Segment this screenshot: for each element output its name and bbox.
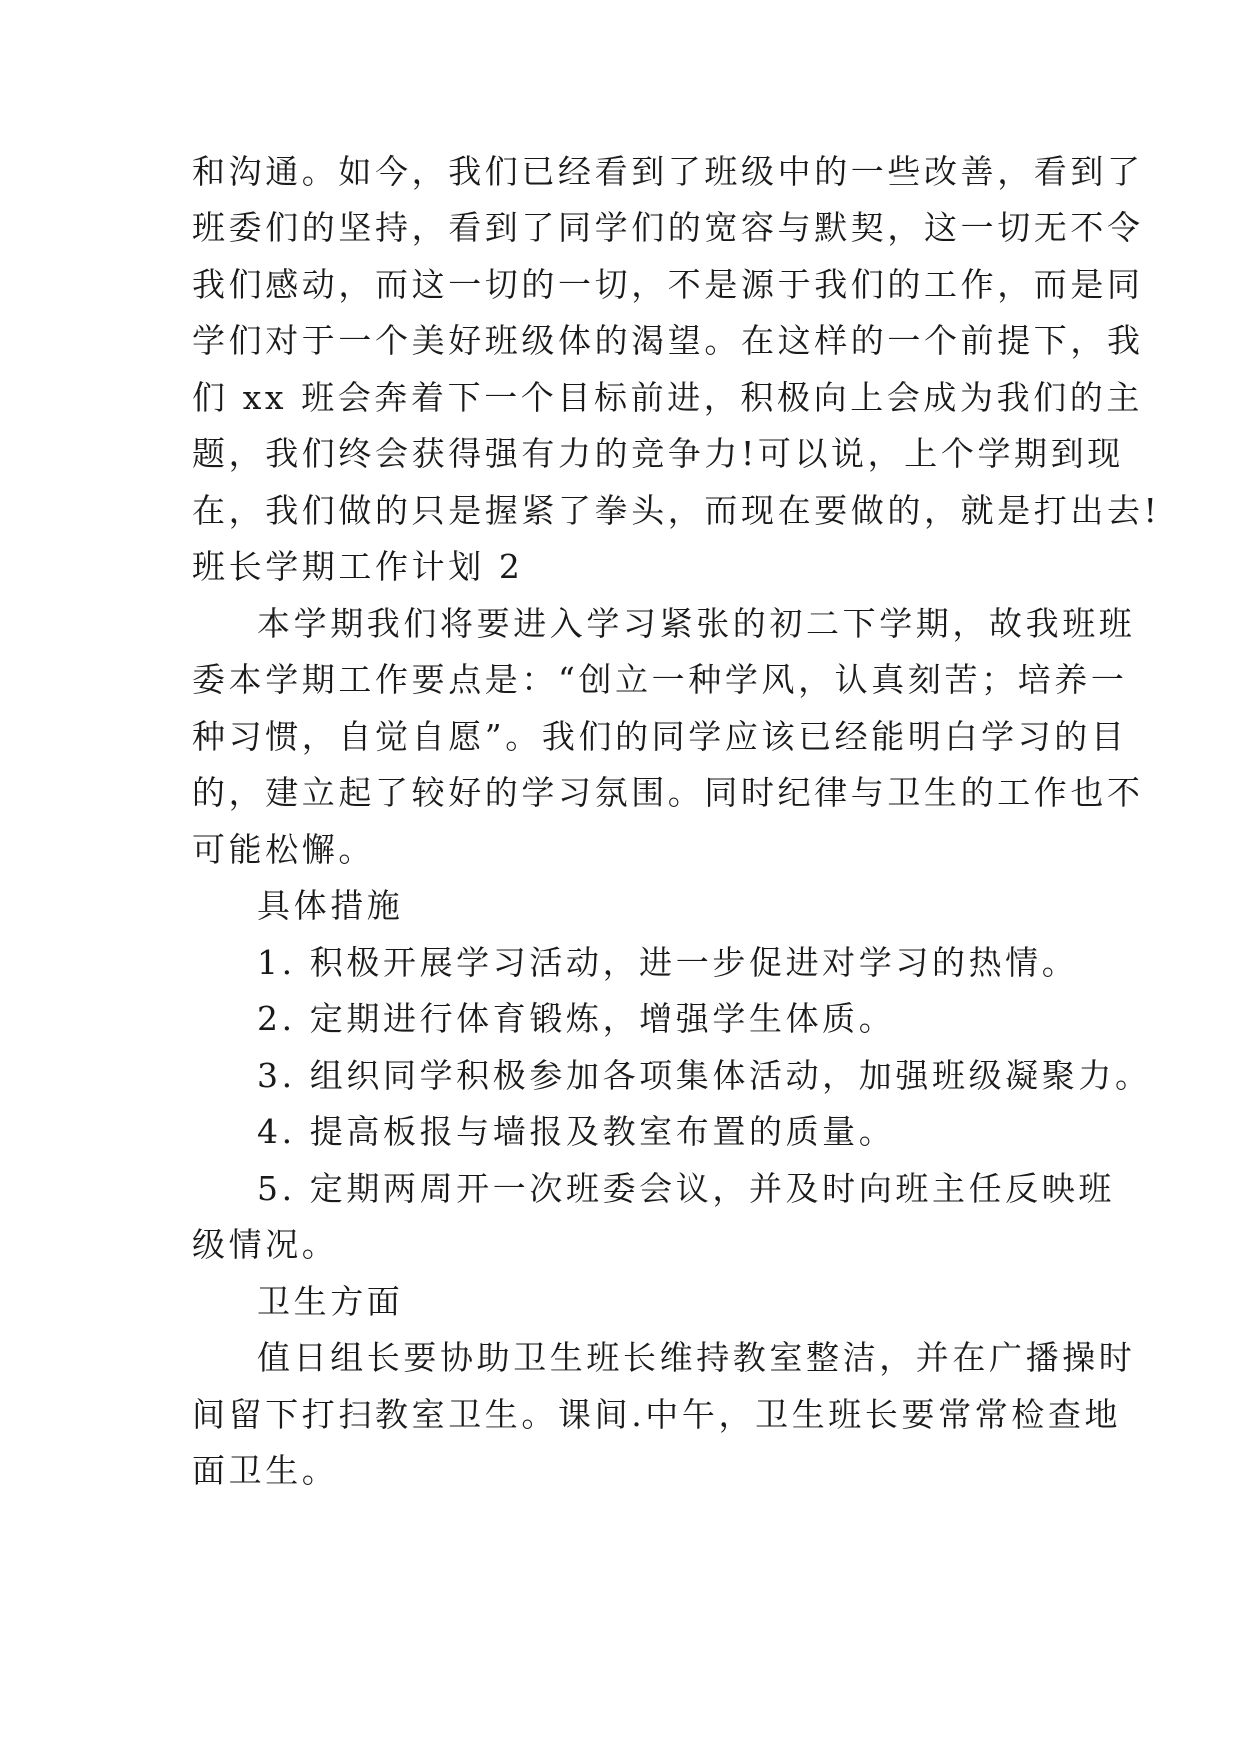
text-line: 面卫生。 [192,1451,339,1490]
text-line: 在，我们做的只是握紧了拳头，而现在要做的，就是打出去! [192,491,1161,530]
section-title: 班长学期工作计划 2 [192,547,524,586]
list-item: 4. 提高板报与墙报及教室布置的质量。 [257,1112,896,1151]
text-line: 和沟通。如今，我们已经看到了班级中的一些改善，看到了 [192,152,1144,191]
text-line: 题，我们终会获得强有力的竞争力!可以说，上个学期到现 [192,434,1124,473]
text-line: 可能松懈。 [192,830,375,869]
subheading: 卫生方面 [257,1282,404,1321]
text-line: 们 xx 班会奔着下一个目标前进，积极向上会成为我们的主 [192,378,1144,417]
list-item: 3. 组织同学积极参加各项集体活动，加强班级凝聚力。 [257,1056,1152,1095]
text-line: 委本学期工作要点是：“创立一种学风，认真刻苦；培养一 [192,660,1128,699]
text-line: 级情况。 [192,1225,339,1264]
text-line: 班委们的坚持，看到了同学们的宽容与默契，这一切无不令 [192,208,1144,247]
list-item: 2. 定期进行体育锻炼，增强学生体质。 [257,999,896,1038]
paragraph-start: 本学期我们将要进入学习紧张的初二下学期，故我班班 [257,604,1136,643]
text-line: 我们感动，而这一切的一切，不是源于我们的工作，而是同 [192,265,1144,304]
paragraph-start: 值日组长要协助卫生班长维持教室整洁，并在广播操时 [257,1338,1136,1377]
text-line: 间留下打扫教室卫生。课间.中午，卫生班长要常常检查地 [192,1395,1122,1434]
list-item: 5. 定期两周开一次班委会议，并及时向班主任反映班 [257,1169,1115,1208]
text-line: 的，建立起了较好的学习氛围。同时纪律与卫生的工作也不 [192,773,1144,812]
subheading: 具体措施 [257,886,404,925]
text-line: 学们对于一个美好班级体的渴望。在这样的一个前提下，我 [192,321,1144,360]
list-item: 1. 积极开展学习活动，进一步促进对学习的热情。 [257,943,1079,982]
text-line: 种习惯，自觉自愿”。我们的同学应该已经能明白学习的目 [192,717,1128,756]
